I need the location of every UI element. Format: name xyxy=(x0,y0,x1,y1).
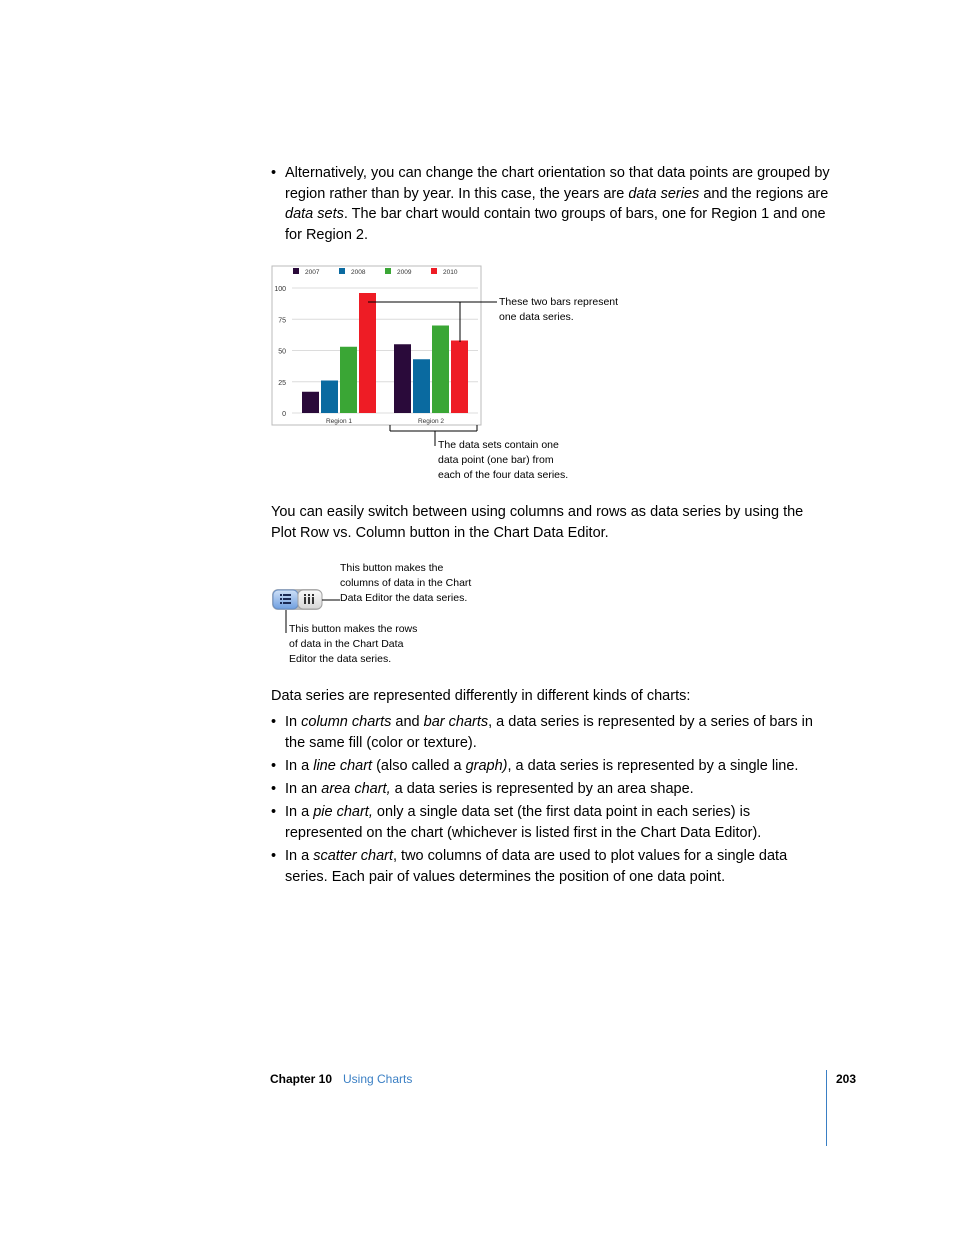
y-tick-label: 0 xyxy=(282,411,286,418)
bar-2007-region-1 xyxy=(302,392,319,413)
columns-callout-line-1: This button makes the xyxy=(340,562,444,574)
columns-callout-line-3: Data Editor the data series. xyxy=(340,592,468,604)
bar-2009-region-1 xyxy=(340,347,357,413)
rows-callout-line-2: of data in the Chart Data xyxy=(289,638,404,650)
bar-2009-region-2 xyxy=(432,326,449,414)
plot-rows-button[interactable] xyxy=(273,590,298,609)
legend-swatch-2007 xyxy=(293,268,299,274)
series-callout-line-1: These two bars represent xyxy=(499,296,619,308)
columns-icon xyxy=(304,594,314,604)
sets-callout-line-2: data point (one bar) from xyxy=(438,454,554,466)
intro-text-3: . The bar chart would contain two groups of bars, one for Region 1 and one for Region 2. xyxy=(285,206,826,243)
series-paragraph: Data series are represented differently in different kinds of charts: xyxy=(271,688,691,704)
bullet-marker: • xyxy=(271,165,277,181)
switch-paragraph: You can easily switch between using columns and rows as data series by using the Plot Row vs. Column button in the Chart Data Editor. xyxy=(271,504,804,541)
plot-columns-button[interactable] xyxy=(298,590,322,609)
y-tick-label: 100 xyxy=(274,286,286,293)
legend-label-2008: 2008 xyxy=(351,269,366,276)
bullet-marker: • xyxy=(271,781,277,797)
legend-swatch-2009 xyxy=(385,268,391,274)
bullet-marker: • xyxy=(271,848,277,864)
footer-chapter: Chapter 10 xyxy=(270,1072,333,1086)
legend-label-2007: 2007 xyxy=(305,269,320,276)
bar-2010-region-2 xyxy=(451,341,468,414)
columns-button-callout xyxy=(340,561,471,606)
bullet-marker: • xyxy=(271,714,277,730)
rows-icon xyxy=(280,594,291,604)
footer-chapter-title-link[interactable]: Using Charts xyxy=(343,1072,413,1086)
bullet-marker: • xyxy=(271,804,277,820)
rows-button-callout xyxy=(289,622,417,667)
bar-2010-region-1 xyxy=(359,293,376,413)
rows-callout-line-1: This button makes the rows xyxy=(289,623,418,635)
x-tick-label: Region 2 xyxy=(417,418,445,425)
y-tick-label: 50 xyxy=(278,348,286,356)
sets-callout-line-3: each of the four data series. xyxy=(438,469,569,481)
bar-chart xyxy=(0,0,954,500)
bar-2008-region-2 xyxy=(413,359,430,413)
list-item: • In an area chart, a data series is represented by an area shape. xyxy=(271,779,831,800)
footer-divider xyxy=(826,1070,827,1146)
page-number: 203 xyxy=(836,1072,857,1086)
list-item: • In a scatter chart, two columns of data are used to plot values for a single data series. Each pair of values determines the position of one data point. xyxy=(271,848,788,885)
intro-em-2: data sets xyxy=(285,206,344,222)
legend-label-2009: 2009 xyxy=(397,269,412,276)
list-item: • In column charts and bar charts, a data series is represented by a series of bars in the same fill (color or texture). xyxy=(271,714,813,751)
list-item: • In a line chart (also called a graph), a data series is represented by a single line. xyxy=(271,756,831,777)
list-item: • In a pie chart, only a single data set (the first data point in each series) is represented on the chart (whichever is listed first in the Chart Data Editor). xyxy=(271,804,762,841)
bullet-marker: • xyxy=(271,758,277,774)
legend-swatch-2008 xyxy=(339,268,345,274)
bar-2008-region-1 xyxy=(321,381,338,414)
bar-2007-region-2 xyxy=(394,344,411,413)
intro-text-1: Alternatively, you can change the chart orientation so that data points are grouped by region rather than by year. In this case, the years are xyxy=(285,165,830,202)
intro-text-2: and the regions are xyxy=(699,185,829,202)
intro-em-1: data series xyxy=(628,185,700,202)
legend-swatch-2010 xyxy=(431,268,437,274)
series-callout xyxy=(499,295,618,325)
sets-callout xyxy=(438,438,568,483)
legend-label-2010: 2010 xyxy=(443,269,458,276)
y-tick-label: 25 xyxy=(278,379,286,387)
x-tick-label: Region 1 xyxy=(325,418,353,425)
series-callout-line-2: one data series. xyxy=(499,311,574,323)
sets-callout-line-1: The data sets contain one xyxy=(438,439,559,451)
columns-callout-line-2: columns of data in the Chart xyxy=(340,577,472,589)
y-tick-label: 75 xyxy=(278,317,286,325)
rows-callout-line-3: Editor the data series. xyxy=(289,653,392,665)
